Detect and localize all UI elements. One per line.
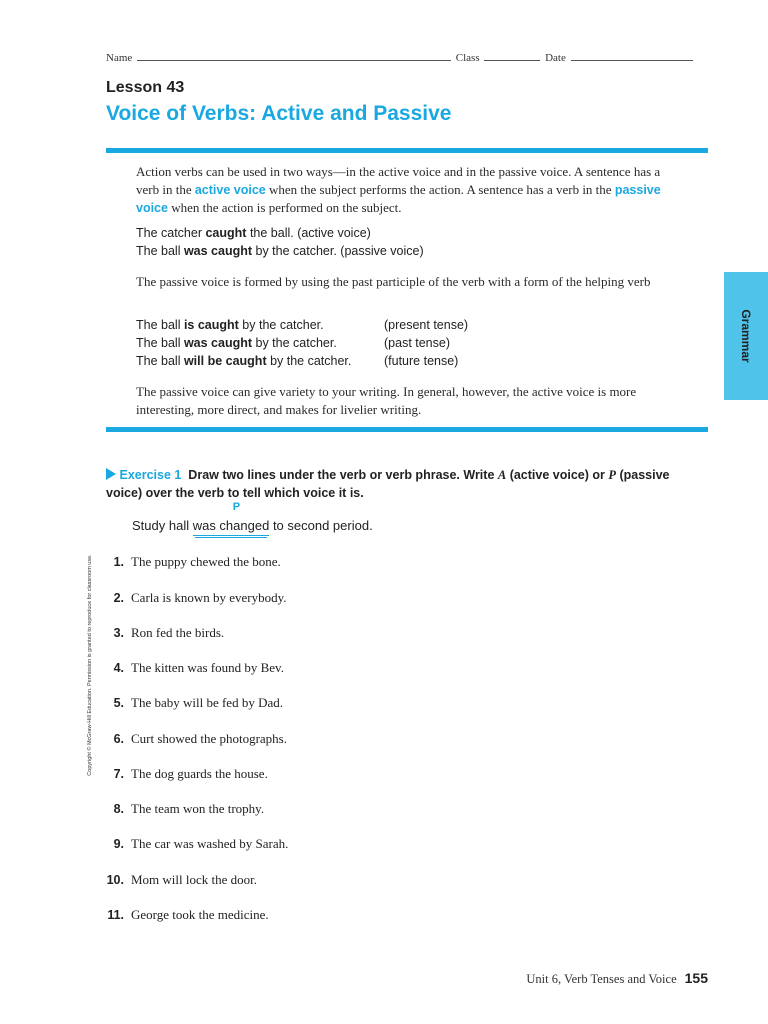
exercise-example xyxy=(132,501,373,536)
exercise-item[interactable] xyxy=(96,801,496,817)
example-verb-phrase xyxy=(192,501,270,536)
item-sentence: The dog guards the house. xyxy=(131,766,268,781)
tense-row-past xyxy=(136,334,468,352)
item-number: 11. xyxy=(107,908,124,922)
term-active-voice: active voice xyxy=(194,183,266,197)
item-sentence: Carla is known by everybody. xyxy=(131,590,287,605)
example-passive xyxy=(136,242,424,260)
tense-verb: will be caught xyxy=(183,354,267,368)
tense-text: The ball xyxy=(136,336,184,350)
example-text: by the catcher. (passive voice) xyxy=(252,244,424,258)
date-label: Date xyxy=(545,52,566,64)
tense-text: The ball xyxy=(136,318,184,332)
item-sentence: Ron fed the birds. xyxy=(131,625,225,640)
class-label: Class xyxy=(455,52,480,64)
item-sentence: The team won the trophy. xyxy=(131,801,265,816)
tense-label: (present tense) xyxy=(384,318,469,332)
item-sentence: The baby will be fed by Dad. xyxy=(131,695,283,710)
instruction-text: (active voice) or xyxy=(506,468,609,482)
item-sentence: The puppy chewed the bone. xyxy=(131,554,281,569)
tense-verb: is caught xyxy=(183,318,239,332)
example-verb: caught xyxy=(205,226,247,240)
tense-sentence xyxy=(136,352,384,370)
play-triangle-icon xyxy=(106,468,116,480)
item-number: 8. xyxy=(113,802,124,816)
copyright-text: Copyright © McGraw-Hill Education. Permission is granted to reproduce for classroom use. xyxy=(87,554,93,776)
example-voice-mark: P xyxy=(232,501,241,513)
exercise-item[interactable] xyxy=(96,590,496,606)
tense-label: (future tense) xyxy=(384,354,459,368)
tense-examples xyxy=(136,316,468,370)
tense-text: The ball xyxy=(136,354,184,368)
lesson-number: Lesson 43 xyxy=(106,79,185,96)
exercise-item[interactable] xyxy=(96,766,496,782)
item-number: 3. xyxy=(113,626,124,640)
instruction-text: (passive voice) over the verb to tell which voice it is. xyxy=(106,468,670,500)
exercise-item[interactable] xyxy=(96,695,496,711)
instruction-text: Draw two lines under the verb or verb phrase. Write xyxy=(188,468,498,482)
item-number: 4. xyxy=(113,661,124,675)
top-divider xyxy=(106,148,708,153)
example-verb: was changed xyxy=(193,518,270,536)
instruction-p: P xyxy=(608,468,616,482)
bottom-divider xyxy=(106,427,708,432)
side-tab-label: Grammar xyxy=(739,309,753,363)
tense-row-future xyxy=(136,352,468,370)
page-number: 155 xyxy=(684,970,708,986)
class-blank[interactable] xyxy=(484,49,540,61)
passive-explanation: The passive voice is formed by using the past participle of the verb with a form of the helping verb xyxy=(136,274,651,289)
exercise-item[interactable] xyxy=(96,660,496,676)
tense-text: by the catcher. xyxy=(238,318,324,332)
page-footer xyxy=(526,970,708,987)
exercise-item[interactable] xyxy=(96,554,496,570)
exercise-item[interactable] xyxy=(96,836,496,852)
tense-text: by the catcher. xyxy=(252,336,337,350)
exercise-item[interactable] xyxy=(96,872,496,888)
item-number: 9. xyxy=(113,837,124,851)
example-verb: was caught xyxy=(183,244,253,258)
intro-text-3: when the action is performed on the subject. xyxy=(167,200,402,215)
item-sentence: George took the medicine. xyxy=(131,907,269,922)
unit-label: Unit 6, Verb Tenses and Voice xyxy=(526,972,677,986)
tense-sentence xyxy=(136,334,384,352)
item-number: 6. xyxy=(113,732,124,746)
exercise-instructions xyxy=(106,466,706,502)
grammar-side-tab xyxy=(724,272,768,400)
tense-row-present xyxy=(136,316,468,334)
item-sentence: The car was washed by Sarah. xyxy=(131,836,289,851)
example-text: The catcher xyxy=(136,226,206,240)
term-passive-voice: passive voice xyxy=(136,183,661,215)
intro-text-2: when the subject performs the action. A sentence has a verb in the xyxy=(265,182,615,197)
date-blank[interactable] xyxy=(571,49,693,61)
name-label: Name xyxy=(106,52,133,64)
exercise-item[interactable] xyxy=(96,625,496,641)
tense-text: by the catcher. xyxy=(266,354,352,368)
tense-verb: was caught xyxy=(183,336,253,350)
student-info-line xyxy=(106,49,708,64)
item-sentence: Mom will lock the door. xyxy=(131,872,258,887)
voice-examples xyxy=(136,224,424,260)
item-number: 10. xyxy=(106,873,124,887)
example-text: Study hall xyxy=(132,518,193,533)
example-text: to second period. xyxy=(269,518,373,533)
tense-label: (past tense) xyxy=(384,336,451,350)
tense-sentence xyxy=(136,316,384,334)
exercise-label: Exercise 1 xyxy=(119,468,182,482)
item-number: 2. xyxy=(113,591,124,605)
item-sentence: Curt showed the photographs. xyxy=(131,731,287,746)
exercise-item[interactable] xyxy=(96,731,496,747)
example-text: The ball xyxy=(136,244,184,258)
item-number: 5. xyxy=(113,696,124,710)
example-active xyxy=(136,224,424,242)
item-number: 7. xyxy=(113,767,124,781)
instruction-a: A xyxy=(497,468,507,482)
intro-text-1: Action verbs can be used in two ways—in the active voice and in the passive voice. A sentence has a verb in the xyxy=(136,164,661,197)
closing-paragraph: The passive voice can give variety to your writing. In general, however, the active voice is more interesting, more direct, and makes for livelier writing. xyxy=(136,384,637,417)
name-blank[interactable] xyxy=(137,49,451,61)
item-number: 1. xyxy=(113,555,124,569)
intro-paragraph xyxy=(136,163,676,217)
copyright-notice xyxy=(84,554,96,776)
exercise-item[interactable] xyxy=(96,907,496,923)
example-text: the ball. (active voice) xyxy=(246,226,371,240)
item-sentence: The kitten was found by Bev. xyxy=(131,660,284,675)
lesson-title: Voice of Verbs: Active and Passive xyxy=(106,102,452,125)
